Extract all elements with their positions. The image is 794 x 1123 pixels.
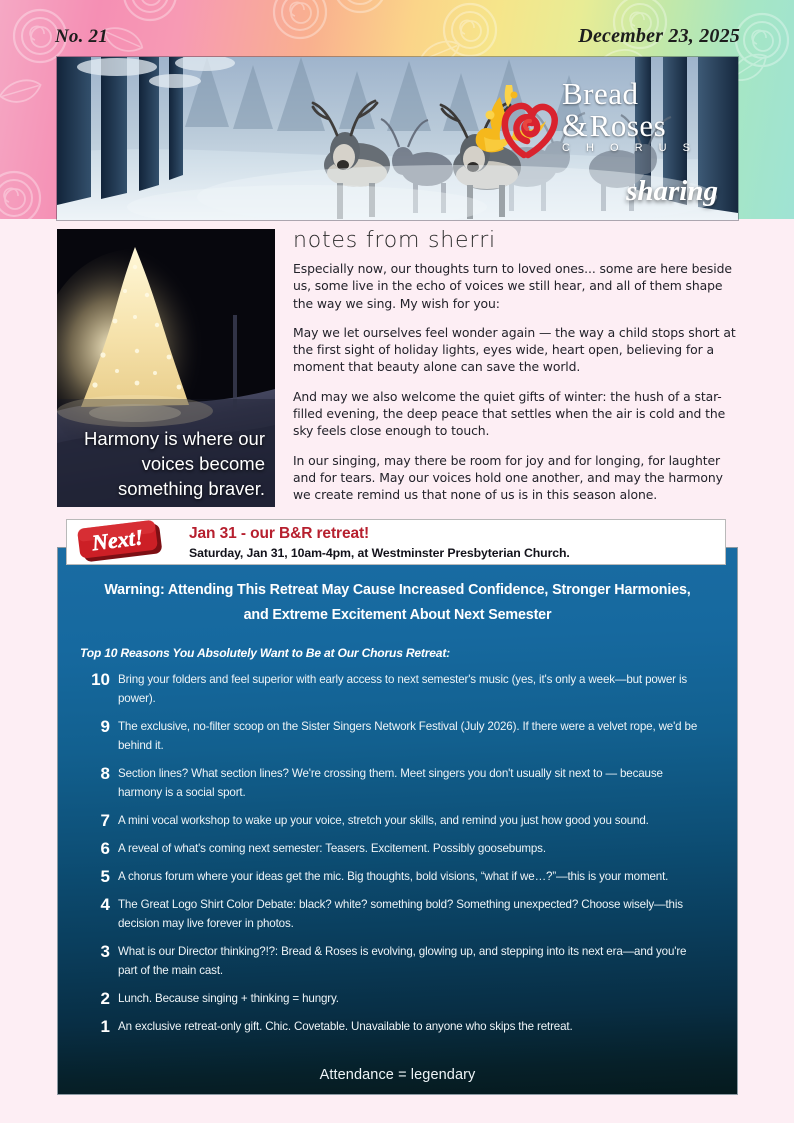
retreat-panel: [57, 547, 738, 1095]
reason-number: 1: [100, 1017, 110, 1036]
notes-paragraph-3: And may we also welcome the quiet gifts of winter: the hush of a star-filled evening, the deep peace that settles when the air is cold and the sky feels close enough to touch.: [293, 388, 726, 439]
reason-text: The Great Logo Shirt Color Debate: black? white? something bold? Something unexpected? Choose wisely—this decision may live forever in photos.: [118, 898, 683, 930]
list-item: [58, 942, 707, 989]
photo-caption: Harmony is where our voices become something braver.: [84, 428, 265, 499]
notes-paragraph-2: May we let ourselves feel wonder again — the way a child stops short at the first sight of holiday lights, eyes wide, heart open, believing for a moment that beauty alone can save the world.: [293, 324, 736, 375]
reason-text: An exclusive retreat-only gift. Chic. Covetable. Unavailable to anyone who skips the retreat.: [118, 1020, 573, 1033]
reason-number: 5: [100, 867, 110, 886]
next-event-details: Saturday, Jan 31, 10am-4pm, at Westminster Presbyterian Church.: [189, 546, 570, 560]
reason-text: Lunch. Because singing + thinking = hungry.: [118, 992, 339, 1005]
list-item: [58, 670, 707, 717]
heart-rose-logo-icon: [470, 83, 562, 165]
list-item: [58, 989, 707, 1017]
svg-text:Next!: Next!: [90, 524, 145, 556]
notes-paragraph-4: In our singing, may there be room for joy and for longing, for laughter and for tears. May our voices hold one another, and may the harmony we create remind us that none of us is in this season alone.: [293, 452, 723, 503]
next-event-strip: [66, 519, 726, 565]
reason-text: The exclusive, no-filter scoop on the Sister Singers Network Festival (July 2026). If there were a velvet rope, we'd be behind it.: [118, 720, 698, 752]
issue-number: No. 21: [55, 26, 108, 47]
reason-text: What is our Director thinking?!?: Bread & Roses is evolving, glowing up, and stepping into its next era—and you're part of the main cast.: [118, 945, 687, 977]
reason-text: Bring your folders and feel superior with early access to next semester's music (yes, it's only a week—but power is power).: [118, 673, 688, 705]
list-item: [58, 867, 707, 895]
reason-number: 4: [100, 895, 110, 914]
reason-number: 6: [100, 839, 110, 858]
retreat-warning-heading: Warning: Attending This Retreat May Cause Increased Confidence, Stronger Harmonies, and Extreme Excitement About Next Semester: [104, 582, 691, 623]
brand-logo: [470, 76, 720, 174]
reason-number: 10: [91, 670, 110, 689]
reason-text: A chorus forum where your ideas get the mic. Big thoughts, bold visions, “what if we…?”—this is your moment.: [118, 870, 669, 883]
notes-title: notes from sherri: [293, 228, 496, 253]
reason-text: Section lines? What section lines? We're crossing them. Meet singers you don't usually sit next to — because harmony is a social sport.: [118, 767, 663, 799]
reason-number: 2: [100, 989, 110, 1008]
notes-paragraph-1: Especially now, our thoughts turn to loved ones... some are here beside us, some live in the echo of voices we still hear, and all of them shape the way we sing. My wish for you:: [293, 261, 732, 311]
list-item: [58, 717, 707, 764]
reason-text: A reveal of what's coming next semester: Teasers. Excitement. Possibly goosebumps.: [118, 842, 546, 855]
issue-date: December 23, 2025: [578, 25, 740, 47]
reason-number: 7: [100, 811, 110, 830]
top-ten-intro: Top 10 Reasons You Absolutely Want to Be at Our Chorus Retreat:: [80, 646, 450, 660]
reason-number: 9: [100, 717, 110, 736]
list-item: [58, 895, 707, 942]
attendance-closing-line: Attendance = legendary: [319, 1067, 476, 1083]
next-event-text: [189, 525, 570, 560]
logo-line-bread: Bread: [562, 76, 639, 111]
reasons-list: [58, 670, 737, 1045]
hero-banner: [57, 57, 738, 220]
notes-section: [293, 228, 740, 516]
logo-ampersand: &: [562, 108, 588, 144]
list-item: [58, 764, 707, 811]
next-badge-icon: [61, 516, 179, 570]
list-item: [58, 839, 707, 867]
logo-line-roses: Roses: [589, 108, 667, 143]
reason-text: A mini vocal workshop to wake up your voice, stretch your skills, and remind you just how good you sound.: [118, 814, 649, 827]
reason-number: 3: [100, 942, 110, 961]
reason-number: 8: [100, 764, 110, 783]
next-event-headline: Jan 31 - our B&R retreat!: [189, 525, 370, 542]
list-item: [58, 1017, 707, 1045]
hero-tagline: sharing: [626, 175, 718, 207]
christmas-tree-photo: [57, 229, 275, 507]
logo-subtitle-chorus: C H O R U S: [562, 142, 697, 154]
list-item: [58, 811, 707, 839]
